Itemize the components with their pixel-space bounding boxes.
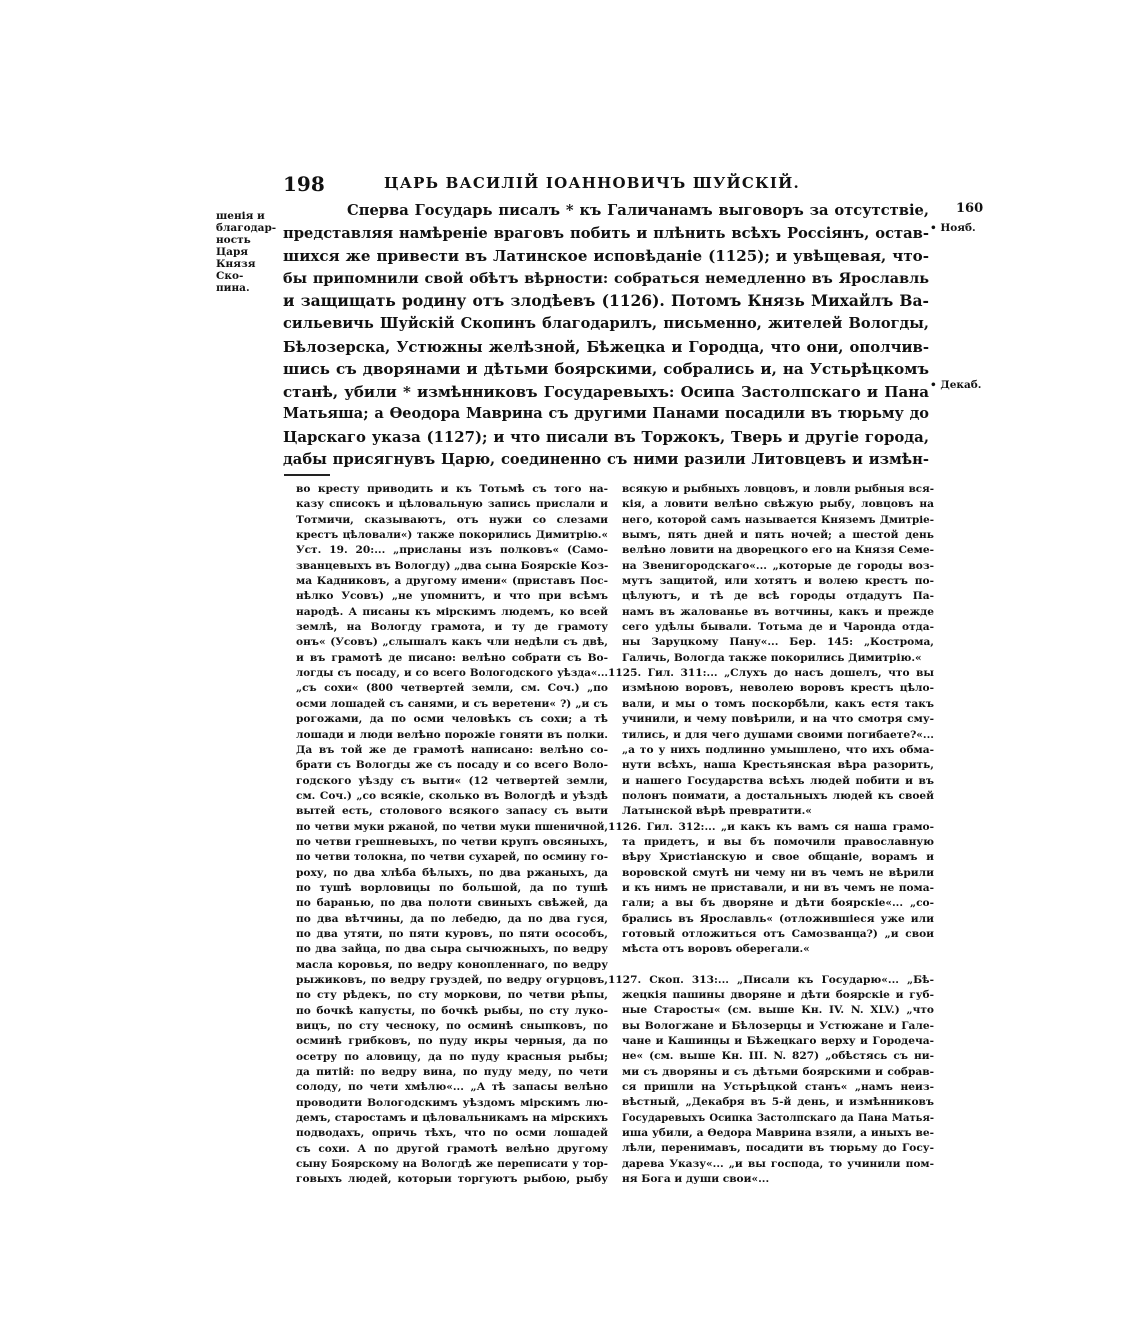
text-line: Сперва Государь писалъ * къ Галичанамъ выговоръ за отсутствіе, [347, 202, 929, 219]
note-line: и въ грамотѣ де писано: велѣно собрати съ Во- [296, 651, 608, 664]
note-line: кія, а ловити велѣно свѣжую рыбу, ловцовъ на [622, 498, 934, 511]
note-line: народѣ. А писаны къ мірскимъ людемъ, ко всей [296, 605, 608, 618]
note-line: Галичь, Вологда также покорились Димитрію.« [622, 651, 922, 664]
note-line: не« (см. выше Кн. III. N. 827) „обѣстясь съ ни- [622, 1050, 934, 1063]
note-line: Латынской вѣрѣ превратити.« [622, 805, 812, 818]
note-line: 1127. Скоп. 313:... „Писали къ Государю«... „Бѣ- [608, 973, 934, 986]
footnote-1127 [608, 973, 934, 1188]
note-line: намъ въ жалованье въ вотчины, какъ и прежде [622, 605, 934, 618]
note-line: онъ« (Усовъ) „слышалъ какъ чли недѣли съ двѣ, [296, 636, 608, 649]
note-line: жецкія пашины дворяне и дѣти боярскіе и губ- [622, 989, 934, 1001]
note-line: лошади и люди велѣно порожіе гоняти въ полки. [296, 728, 608, 741]
note-line: демъ, старостамъ и цѣловальникамъ на мірскихъ [296, 1112, 608, 1125]
note-line: сего удѣлы бывали. Тотьма де и Чаронда отда- [622, 621, 934, 634]
note-line: велѣно ловити на дворецкого его на Князя Семе- [622, 544, 934, 557]
note-line: солоду, по чети хмѣлю«... „А тѣ запасы велѣно [296, 1081, 608, 1094]
notes-left-column [296, 482, 608, 1188]
note-line: вѣру Христіанскую и свое общаніе, ворамъ и [622, 851, 934, 864]
note-line: по четви муки ржаной, по четви муки пшеничной, [296, 820, 608, 833]
note-line: масла коровья, по ведру конопленнаго, по ведру [296, 958, 608, 971]
note-line: роху, по два хлѣба бѣлыхъ, по два ржаныхъ, да [296, 866, 608, 879]
note-line: по тушѣ ворловицы по большой, да по тушѣ [296, 881, 608, 894]
note-line: вѣстный, „Декабря въ 5-й день, и измѣнниковъ [622, 1096, 934, 1109]
text-line: Бѣлозерска, Устюжны желѣзной, Бѣжецка и Городца, что они, ополчив- [283, 337, 929, 356]
note-line: ня Бога и души свои«... [622, 1173, 770, 1186]
note-line: осетру по аловицу, да по пуду красныя рыбы; [296, 1050, 608, 1063]
margin-date-note: • Декаб. [930, 379, 982, 391]
note-line: по четви толокна, по четви сухарей, по осмину го- [296, 851, 608, 864]
note-line: подводахъ, опричь тѣхъ, что по осми лошадей [296, 1127, 608, 1140]
footnote-1125 [608, 666, 934, 819]
text-line: Матьяша; а Ѳеодора Маврина съ другими Панами посадили въ тюрьму до [283, 405, 929, 423]
text-line: представляя намѣреніе враговъ побить и плѣнить всѣхъ Россіянъ, остав- [283, 224, 929, 242]
text-line: Царскаго указа (1127); и что писали въ Торжокъ, Тверь и другіе города, [283, 427, 929, 446]
note-line: на Звенигородскаго«... „которые де городы воз- [622, 559, 934, 572]
note-line: да питій: по ведру вина, по пуду меду, по чети [296, 1066, 608, 1079]
note-line: осми лошадей съ санями, и съ веретени« ?) „и съ [296, 697, 608, 710]
note-line: всякую и рыбныхъ ловцовъ, и ловли рыбныя вся- [622, 483, 934, 495]
note-line: рыжиковъ, по ведру груздей, по ведру огурцовъ, [296, 974, 608, 986]
note-line: и нашего Государства всѣхъ людей побити и въ [622, 774, 934, 787]
note-line: учинили, и чему повѣрили, и на что смотря сму- [622, 713, 934, 726]
note-line: лѣли, перенимавъ, посадити въ тюрьму до Госу- [622, 1142, 934, 1155]
footnote-divider [284, 474, 330, 476]
note-line: воровской смутѣ ни чему ни въ чемъ не вѣрили [622, 866, 934, 879]
note-line: Тотмичи, сказываютъ, отъ нужи со слезами [296, 513, 608, 526]
note-line: „а то у нихъ подлинно умышлено, что ихъ обма- [622, 743, 934, 756]
text-line: шихся же привести въ Латинское исповѣданіе (1125); и увѣщевая, что- [283, 247, 929, 266]
note-line: вы Вологжане и Бѣлозерцы и Устюжане и Гале- [622, 1019, 934, 1032]
margin-line: ность Царя [216, 234, 251, 258]
note-line: вали, и мы о томъ поскорбѣли, какъ естя такъ [622, 697, 934, 710]
margin-line: пина. [216, 282, 250, 294]
note-line: проводити Вологодскимъ уѣздомъ мірскимъ лю- [296, 1096, 608, 1109]
note-line: гали; а вы бъ дворяне и дѣти боярскіе«... „со- [622, 897, 934, 910]
note-line: дарева Указу«... „и вы господа, то учинили пом- [622, 1157, 934, 1170]
text-line: шись съ дворянами и дѣтьми боярскими, собрались и, на Устьрѣцкомъ [283, 360, 929, 379]
note-line: рогожами, да по осми человѣкъ съ сохи; а тѣ [296, 713, 608, 726]
text-line: станѣ, убили * измѣнниковъ Государевыхъ: Осипа Застолпскаго и Пана [283, 382, 929, 401]
page-header [0, 172, 1140, 198]
margin-date-note: • Нояб. [930, 222, 976, 234]
note-line: тились, и для чего душами своими погибаете?«... [622, 728, 934, 741]
note-line: готовый отложиться отъ Самозванца?) „и свои [622, 927, 934, 940]
main-paragraph [283, 200, 929, 471]
note-line: ми съ дворяны и съ дѣтьми боярскими и собрав- [622, 1065, 934, 1078]
note-line: „съ сохи« (800 четвертей земли, см. Соч.) „по [296, 682, 608, 695]
note-line: говыхъ людей, которыи торгуютъ рыбою, рыбу [296, 1173, 608, 1186]
note-line: Да въ той же де грамотѣ написано: велѣно со- [296, 743, 608, 756]
running-title: ЦАРЬ ВАСИЛІЙ ІОАННОВИЧЪ ШУЙСКІЙ. [384, 174, 800, 192]
note-line: по четви грешневыхъ, по четви крупъ овсяныхъ, [296, 835, 608, 848]
note-line: ные Старосты« (см. выше Кн. IV. N. XLV.) „что [622, 1004, 934, 1017]
note-line: осминѣ грибковъ, по пуду икры черныя, да по [296, 1035, 608, 1048]
note-line: по два зайца, по два сыра сычюжныхъ, по ведру [296, 943, 608, 956]
note-line: вымъ, пять дней и пять ночей; а шестой день [622, 529, 934, 542]
note-line: ма Кадниковъ, а другому имени« (приставъ Пос- [296, 575, 608, 588]
note-line: ны Заруцкому Пану«... Бер. 145: „Кострома, [622, 636, 934, 649]
note-line: по два вѣтчины, да по лебедю, да по два гуся, [296, 912, 608, 925]
note-line: по два утяти, по пяти куровъ, по пяти осособъ, [296, 927, 608, 940]
text-line: бы припомнили свой обѣтъ вѣрности: собраться немедленно въ Ярославль [283, 269, 929, 287]
note-line: иша убили, а Ѳедора Маврина взяли, а иныхъ ве- [622, 1127, 934, 1140]
notes-right-column [608, 482, 934, 1187]
note-line: вытей есть, столового всякого запасу съ выти [296, 805, 608, 818]
margin-line: шенія и [216, 210, 265, 222]
note-line: землѣ, на Вологду грамота, и ту де грамоту [296, 621, 608, 634]
note-line: брати съ Вологды же съ посаду и со всего Воло- [296, 759, 608, 772]
note-line: нути всѣхъ, наша Крестьянская вѣра разорить, [622, 759, 934, 772]
note-line: полонъ поимати, а достальныхъ людей къ своей [622, 789, 934, 802]
note-line: званцевыхъ въ Вологду) „два сына Боярскіе Коз- [296, 559, 609, 572]
note-line: нѣлко Усовъ) „не упомнитъ, и что при всѣмъ [296, 590, 608, 603]
margin-year-number: 160 [956, 201, 984, 216]
note-line: годского уѣзду съ выти« (12 четвертей земли, [296, 774, 608, 787]
note-line: по бочкѣ капусты, по бочкѣ рыбы, по сту луко- [296, 1004, 608, 1017]
margin-line: благодар- [216, 222, 277, 234]
note-line: по сту рѣдекъ, по сту моркови, по четви рѣпы, [296, 989, 608, 1002]
note-line: сыну Боярскому на Вологдѣ же переписати у тор- [296, 1158, 608, 1171]
text-line: дабы присягнувъ Царю, соединенно съ ними разили Литовцевъ и измѣн- [283, 450, 929, 468]
note-line: него, которой самъ называется Княземъ Дмитріе- [622, 513, 934, 526]
note-line: чане и Кашинцы и Бѣжецкаго верху и Городеча- [622, 1035, 934, 1048]
margin-line: Князя Ско- [216, 258, 256, 282]
note-line: мутъ защитой, или хотятъ и волею крестъ по- [622, 575, 934, 588]
note-gap [622, 958, 934, 973]
note-line: 1125. Гил. 311:... „Слухъ до насъ дошелъ, что вы [608, 667, 934, 680]
note-line: брались въ Ярославль« (отложившіеся уже или [622, 912, 934, 925]
note-line: Уст. 19. 20:... „присланы изъ полковъ« (Само- [296, 544, 608, 557]
note-line: мѣста отъ воровъ оберегали.« [622, 943, 810, 956]
note-line: логды съ посаду, и со всего Вологодского уѣзда«... [296, 667, 608, 680]
text-line: сильевичь Шуйскій Скопинъ благодарилъ, письменно, жителей Вологды, [283, 314, 929, 332]
text-line: и защищать родину отъ злодѣевъ (1126). Потомъ Князь Михайлъ Ва- [283, 291, 929, 311]
note-line: крестъ цѣловали«) также покорились Димитрію.« [296, 529, 608, 542]
note-line: ся пришли на Устьрѣцкой станъ« „намъ неиз- [622, 1081, 934, 1094]
note-line: см. Соч.) „со всякіе, сколько въ Вологдѣ и уѣздѣ [296, 789, 608, 802]
note-line: вицъ, по сту чесноку, по осминѣ сныпковъ, по [296, 1020, 608, 1033]
note-line: съ сохи. А по другой грамотѣ велѣно другому [296, 1142, 608, 1155]
left-margin-note [216, 210, 282, 294]
note-line: измѣною воровъ, неволею воровъ крестъ цѣло- [622, 682, 934, 695]
note-line: 1126. Гил. 312:... „и какъ къ вамъ ся наша грамо- [608, 820, 934, 833]
note-line: по баранью, по два полоти свиныхъ свѣжей, да [296, 897, 608, 910]
note-line: казу списокъ и цѣловальную запись прислали и [296, 498, 608, 511]
note-line: во кресту приводить и къ Тотьмѣ съ того на- [296, 483, 608, 495]
note-line: и къ нимъ не приставали, и ни въ чемъ не пома- [622, 881, 934, 894]
note-line: цѣлуютъ, и тѣ де всѣ городы отдадутъ Па- [622, 590, 934, 603]
note-line: та придетъ, и вы бъ помочили православную [622, 835, 934, 848]
page-number: 198 [283, 172, 325, 196]
footnote-1126 [608, 820, 934, 958]
note-line: Государевыхъ Осипка Застолпскаго да Пана Матья- [622, 1112, 934, 1124]
